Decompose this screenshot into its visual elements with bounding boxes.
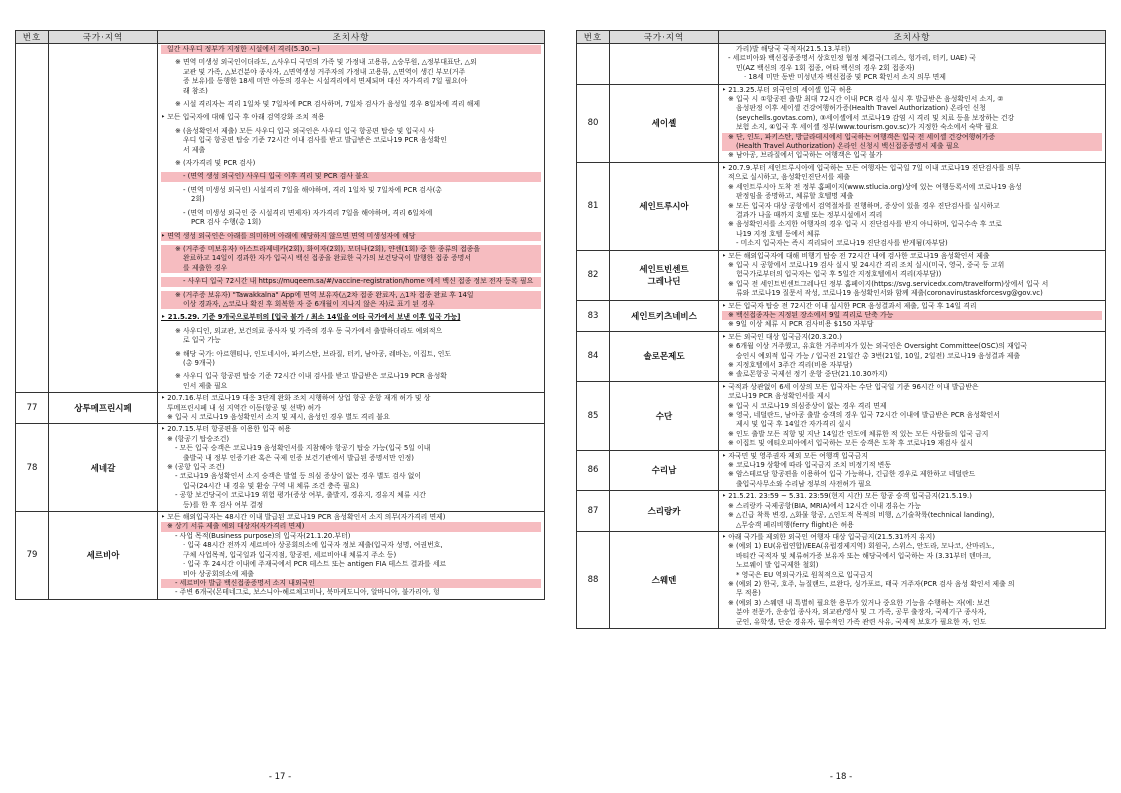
- measure-line: 제시 및 입국 후 14일간 자가격리 실시: [736, 420, 852, 429]
- table-row: [577, 44, 1106, 85]
- measure-line: 등)를 한 후 검사 여부 결정: [183, 500, 264, 509]
- measure-line: ※ 9일 이상 체류 시 PCR 검사비용 $150 자부담: [728, 320, 874, 329]
- measure-line: ※ (예외 3) 스웨덴 내 특별히 필요한 용무가 있거나 중요한 기능을 수행하는 자(예: 보건: [728, 598, 991, 607]
- measure-cell: [719, 381, 1106, 450]
- measure-line: ※ (예외 1) EU(유럽연합)/EEA(유럽경제지역) 회원국, 스위스, 안도라, 모나코, 산마리노,: [728, 542, 995, 551]
- measure-cell: [719, 250, 1106, 300]
- measure-line: 로 입국 가능: [183, 336, 221, 345]
- measure-line: ‣ 21.3.25.부터 외국인의 세이셸 입국 허용: [722, 85, 853, 94]
- measure-line: - 미소지 입국자는 즉시 격리되어 코로나19 진단검사를 받게됨(자부담): [736, 239, 948, 248]
- measure-line: ‣ 20.7.16.부터 코로나19 대응 3단계 완화 조치 시행하여 상업 항공 운항 재개 허가 및 상: [161, 394, 431, 403]
- measure-line: (seychells.govtas.com), ③세이셸에서 코로나19 감염 시 격리 및 치료 등을 보장하는 건강: [736, 113, 1015, 122]
- row-number: 77: [16, 393, 49, 424]
- measure-cell: [719, 44, 1106, 85]
- row-number: 85: [577, 381, 610, 450]
- measure-line: ‣ 20.7.15.부터 항공편을 이용한 입국 허용: [161, 425, 292, 434]
- table-row: [577, 250, 1106, 300]
- measure-line: 인서 제출 필요: [183, 381, 228, 390]
- measure-line: 군인, 유학생, 단순 경유자, 필수적인 가족 관련 사유, 국제적 보호가 필요한 자, 인도: [736, 617, 987, 626]
- measure-line: 음성판정 이후 세이셸 건강여행허가증(Health Travel Authorization) 온라인 신청: [736, 104, 986, 113]
- measure-line: * 영국은 EU 역외국가로 원칙적으로 입국금지: [736, 570, 873, 579]
- measure-line: ‣ 모든 외국인 대상 입국금지(20.3.20.): [722, 332, 842, 341]
- row-number: 87: [577, 491, 610, 532]
- measure-line: ※ 솔로몬항공 국제선 정기 운항 중단(21.10.30까지): [728, 370, 888, 379]
- measure-line: ※ 세인트루시아 도착 전 정부 홈페이지(www.stlucia.org)상에 있는 여행등록서에 코로나19 음성: [728, 182, 1022, 191]
- page-number-right: - 18 -: [829, 772, 853, 782]
- measure-cell: [719, 331, 1106, 381]
- row-number: 81: [577, 162, 610, 250]
- measure-line: 비아 상공회의소에 제출: [183, 569, 254, 578]
- table-row: [16, 393, 545, 424]
- measure-line: ‣ 21.5.29. 기준 9개국으로부터의 [입국 불가 / 최소 14일을 여타 국가에서 보낸 이후 입국 가능]: [161, 313, 461, 322]
- highlighted-line: (Health Travel Authorization) 온라인 신청시 백신접종증명서 제출 필요: [722, 142, 1102, 151]
- measure-line: ‣ 20.7.9.부터 세인트루시아에 입국하는 모든 여행자는 입국일 7일 이내 코로나19 진단검사를 의무: [722, 163, 1021, 172]
- measure-line: ※ 시설 격리자는 격리 1일차 및 7일차에 PCR 검사하며, 7일차 검사가 음성일 경우 8일차에 격리 해제: [175, 100, 481, 109]
- measure-line: ※ 사우디 입국 항공편 탑승 기준 72시간 이내 검사를 받고 발급받은 코로나19 PCR 음성확: [175, 372, 447, 381]
- measure-line: ※ 입국 시 코로나19 음성확인서 소지 및 제시, 음성인 경우 별도 격리 불요: [167, 413, 390, 421]
- row-number: 79: [16, 512, 49, 600]
- measure-line: - (면역 미생성 외국인 중 시설격리 면제자) 자가격리 7일을 해야하며, 격리 6일차에: [183, 208, 433, 217]
- measure-line: 적으로 실시하고, 음성확인진단서를 제출: [728, 173, 850, 182]
- measure-line: ※ 사우디인, 외교관, 보건의료 종사자 및 가족의 경우 동 국가에서 출발하더라도 예외적으: [175, 326, 443, 335]
- measure-line: - 모든 입국 승객은 코로나19 음성확인서를 지참해야 항공기 탑승 가능(입국 5일 이내: [175, 444, 431, 453]
- measure-line: ※ 입국 전 세인트빈센트그레나딘 정부 홈페이지(https://svg.servicedx.com/travelform)상에서 입국 서: [728, 279, 1049, 288]
- table-row: [577, 331, 1106, 381]
- table-row: [577, 300, 1106, 331]
- header-country: 국가·지역: [610, 31, 719, 44]
- measure-line: 서 제출: [183, 145, 206, 154]
- country-name: 세이셸: [610, 84, 719, 162]
- header-no: 번호: [16, 31, 49, 44]
- table-row: [577, 531, 1106, 628]
- row-number: 80: [577, 84, 610, 162]
- highlighted-line: ‣ 면역 생성 외국인은 아래를 의미하며 아래에 해당하지 않으면 면역 미생성자에 해당: [161, 232, 541, 241]
- measure-line: ‣ 모든 입국자에 대해 입국 후 아래 검역강화 조치 적용: [161, 113, 325, 122]
- measure-line: ‣ 모든 해외입국자는 48시간 이내 발급된 코로나19 PCR 음성확인서 소지 의무(자가격리 면제): [161, 513, 446, 522]
- measure-line: ※ (공항 입국 조건): [167, 463, 225, 472]
- table-row: [16, 512, 545, 600]
- measure-line: ※ (항공기 탑승조건): [167, 434, 230, 443]
- table-row: [577, 491, 1106, 532]
- header-country: 국가·지역: [49, 31, 158, 44]
- measure-cell: [158, 393, 545, 424]
- measure-line: 코로나19 PCR 음성확인서를 제시: [728, 392, 831, 401]
- highlighted-line: - 세르비아 발급 백신접종증명서 소지 내외국인: [161, 579, 541, 588]
- highlighted-line: 완료하고 14일이 경과한 자가 입국시 백신 접종을 완료한 국가의 보건당국이 발행한 접종 증명서: [161, 254, 541, 263]
- highlighted-line: 이상 경과자, △코로나 확진 후 회복한 자 중 6개월이 지나지 않은 자)로 표기 된 경우: [161, 300, 541, 309]
- measure-line: · 18세 미만 동반 미성년자 백신접종 및 PCR 확인서 소지 의무 면제: [744, 73, 946, 82]
- measure-line: ※ 지정호텔에서 3주간 격리(비용 자부담): [728, 361, 853, 369]
- measure-line: ※ 면역 미생성 외국인이더라도, △사우디 국민의 가족 및 가정내 고용뮤, △승무원, △정부대표단, △외: [175, 58, 477, 67]
- measure-line: ‣ 자국민 및 영주권자 제외 모든 여행객 입국금지: [722, 451, 868, 460]
- measure-line: 바티칸 국적자 및 체류허가증 보유자 또는 해당국에서 입국하는 자 (3.31부터 덴마크,: [736, 551, 992, 560]
- highlighted-line: ※ (거주증 미보유자) 아스트라제네카(2회), 화이자(2회), 모더나(2회), 얀센(1회) 중 한 종류의 접종을: [161, 245, 541, 254]
- measure-line: ※ (예외 2) 한국, 호주, 뉴질랜드, 르완다, 싱가포르, 태국 거주자(PCR 검사 음성 확인서 제출 의: [728, 579, 1015, 588]
- measure-line: · 입국 48시간 전까지 세르비아 상공회의소에 입국자 정보 제출(입국자 성명, 여권번호,: [183, 541, 443, 550]
- row-number: [16, 44, 49, 393]
- measure-line: 험국가로부터의 입국자는 입국 후 5일간 지정호텔에서 격리(자부담)): [736, 270, 942, 279]
- measure-cell: [719, 84, 1106, 162]
- country-name: [49, 44, 158, 393]
- measure-cell: [158, 424, 545, 512]
- measure-line: 민(AZ 백신의 경우 1회 접종, 여타 백신의 경우 2회 접종자): [736, 63, 915, 72]
- table-row: [16, 424, 545, 512]
- left-page: [15, 30, 545, 600]
- measure-line: △무승객 페리비행(ferry flight)은 허용: [736, 520, 854, 529]
- table-row: [577, 381, 1106, 450]
- right-page: [576, 30, 1106, 629]
- measure-line: ※ 음성확인서를 소지한 여행자의 경우 입국 시 진단검사를 받지 아니하며, 입국수속 후 코로: [728, 220, 1002, 229]
- country-name: 스웨덴: [610, 531, 719, 628]
- country-name: 수리남: [610, 450, 719, 491]
- measure-line: 나19 지정 호텔 등에서 체류: [736, 229, 821, 238]
- measure-line: ‣ 아래 국가를 제외한 외국인 여행자 대상 입국금지(21.5.31까지 유지): [722, 532, 936, 541]
- measure-line: - 주변 6개국(몬테네그로, 보스니아-헤르체고비나, 북마케도니아, 알바니아, 불가리아, 헝: [175, 588, 440, 597]
- row-number: 86: [577, 450, 610, 491]
- measure-line: ※ 해당 국가: 아르헨티나, 인도네시아, 파키스탄, 브라질, 터키, 남아공, 레바논, 이집트, 인도: [175, 349, 452, 358]
- measure-line: 우디 입국 항공편 탑승 기준 72시간 이내 검사를 받고 발급받은 코로나19 PCR 음성확인: [183, 136, 447, 145]
- country-name: 솔로몬제도: [610, 331, 719, 381]
- measure-line: 결과가 나올 때까지 호텔 또는 정부시설에서 격리: [736, 210, 883, 219]
- measure-line: ‣ 국적과 상관없이 6세 이상의 모든 입국자는 수단 입국일 기준 96시간 이내 발급받은: [722, 382, 979, 391]
- measure-line: 투메프린시페 내 섬 지역간 이동(항공 및 선박) 허가: [167, 403, 321, 412]
- table-row: [577, 450, 1106, 491]
- measure-cell: [158, 512, 545, 600]
- highlighted-line: - 사우디 입국 72시간 내 https://muqeem.sa/#/vaccine-registration/home 에서 백신 접종 정보 전자 등록 필요: [161, 277, 541, 286]
- country-name: 스리랑카: [610, 491, 719, 532]
- measure-line: 무 적용): [736, 589, 761, 598]
- measure-line: 증 보유)를 동행한 18세 미만 아동의 경우는 시설격리에서 면제되며 대신 자가격리 7일 필요(아: [183, 77, 468, 86]
- highlighted-line: ※ 상기 서류 제출 예외 대상자(자가격리 면제): [161, 522, 541, 531]
- measure-line: ※ 6개월 이상 거주했고, 유효한 거주비자가 있는 외국인은 Oversight Committee(OSC)의 재입국: [728, 342, 1028, 351]
- country-name: 상투메프린시페: [49, 393, 158, 424]
- measure-line: 입국(24시간 내 경유 및 환승 구역 내 체류 조건 충족 필요): [183, 481, 359, 490]
- country-name: 세인트루시아: [610, 162, 719, 250]
- measure-line: ※ 코로나19 상황에 따라 입국금지 조치 비정기적 변동: [728, 461, 891, 470]
- measure-line: - 코로나19 음성확인서 소지 승객은 발열 등 의심 증상이 없는 경우 별도 검사 없이: [175, 472, 422, 481]
- measure-line: - 공항 보건당국이 코로나19 위험 평가(증상 여부, 출발지, 경유지, 경유지 체류 시간: [175, 491, 426, 500]
- row-number: 82: [577, 250, 610, 300]
- country-name: 세르비아: [49, 512, 158, 600]
- measure-line: - (면역 미생성 외국인) 시설격리 7일을 해야하며, 격리 1일차 및 7일차에 PCR 검사(총: [183, 185, 442, 194]
- measure-line: ※ (자가격리 및 PCR 검사): [175, 159, 256, 168]
- measure-line: - 세르비아와 백신접종증명서 상호인정 협정 체결국(그리스, 헝가리, 터키, UAE) 국: [728, 54, 976, 63]
- measure-line: 교관 및 가족, △보건분야 종사자, △면역생성 거주자의 가정내 고용뮤, △면역이 생긴 부모(거주: [183, 67, 466, 76]
- highlighted-line: 를 제출한 경우: [161, 264, 541, 273]
- highlighted-line: - (면역 생성 외국인) 사우디 입국 이후 격리 및 PCR 검사 불요: [161, 172, 541, 181]
- measure-cell: [719, 531, 1106, 628]
- measure-line: 보험 소지, ④입국 후 세이셸 정부(www.tourism.gov.sc)가 지정한 숙소에서 숙박 필요: [736, 123, 998, 132]
- country-name: 세인트빈센트 그레나딘: [610, 250, 719, 300]
- country-name: 세인트키츠네비스: [610, 300, 719, 331]
- table-row: [577, 162, 1106, 250]
- row-number: [577, 44, 610, 85]
- measure-cell: [719, 300, 1106, 331]
- measures-table-right: [576, 30, 1106, 629]
- header-measure: 조치사항: [158, 31, 545, 44]
- row-number: 78: [16, 424, 49, 512]
- measure-line: 출입국사무소와 수리남 정부의 사전허가 필요: [736, 479, 872, 488]
- measure-line: ※ 이집트 및 에티오피아에서 입국하는 모든 승객은 도착 후 코로나19 재검사 실시: [728, 439, 973, 448]
- highlighted-line: ※ 단, 인도, 파키스탄, 방글라데시에서 입국하는 여행객은 입국 전 세이셸 건강여행허가증: [722, 133, 1102, 142]
- measure-line: ※ 스리랑카 국제공항(BIA, MRIA)에서 12시간 이내 경유는 가능: [728, 501, 921, 510]
- table-row: [577, 84, 1106, 162]
- measure-line: ‣ 모든 해외입국자에 대해 비행기 탑승 전 72시간 내에 검사한 코로나19 음성확인서 제출: [722, 251, 990, 260]
- highlighted-line: ※ 백신접종자는 지정된 장소에서 9일 격리로 단축 가능: [722, 311, 1102, 320]
- measure-line: ※ 입국 시 ①항공편 출발 최대 72시간 이내 PCR 검사 실시 후 발급받은 음성확인서 소지, ②: [728, 95, 1004, 104]
- measure-line: ※ 모든 입국자 대상 공항에서 검역절차를 진행하며, 증상이 있을 경우 진단검사를 실시하고: [728, 201, 1000, 210]
- measure-line: ※ 남아공, 브라질에서 입국하는 여행객은 입국 불가: [728, 151, 883, 160]
- measure-line: 류와 코로나19 질문서 작성, 코로나19 음성확인서와 함께 제출(coronavirustaskforcesvg@gov.vc): [736, 289, 1043, 298]
- row-number: 88: [577, 531, 610, 628]
- measure-line: 출발국 내 정부 인증기관 혹은 국제 인증 보건기관에서 발급된 증명서만 인정): [183, 453, 414, 462]
- measure-line: ※ 입국 시 공항에서 코로나19 검사 실시 및 24시간 격리 조치 실시(미국, 영국, 중국 등 고위: [728, 260, 1005, 269]
- measure-cell: [719, 162, 1106, 250]
- measure-line: 래 참조): [183, 86, 208, 95]
- row-number: 83: [577, 300, 610, 331]
- measure-cell: [719, 450, 1106, 491]
- measure-line: 2회): [191, 195, 205, 204]
- measure-line: 가리)발 해당국 국적자(21.5.13.부터): [736, 45, 851, 53]
- header-no: 번호: [577, 31, 610, 44]
- measure-line: ※ 입국 시 코로나19 의심증상이 없는 경우 격리 면제: [728, 401, 887, 410]
- measure-cell: [158, 44, 545, 393]
- country-name: [610, 44, 719, 85]
- measure-cell: [719, 491, 1106, 532]
- country-name: 수단: [610, 381, 719, 450]
- measure-line: PCR 검사 수행(총 1회): [191, 218, 262, 227]
- table-row: [16, 44, 545, 393]
- row-number: 84: [577, 331, 610, 381]
- measure-line: - 사업 목적(Business purpose)의 입국자(21.1.20.부터): [175, 531, 351, 540]
- measure-line: ※ △긴급 착륙 변경, △화물 항공, △인도적 목적의 비행, △기술착륙(technical landing),: [728, 511, 995, 520]
- highlighted-line: 일간 사우디 정부가 지정한 시설에서 격리(5.30.~): [161, 45, 541, 54]
- page-number-left: - 17 -: [268, 772, 292, 782]
- measure-line: ‣ 모든 입국자 탑승 전 72시간 이내 실시한 PCR 음성결과서 제출, 입국 후 14일 격리: [722, 301, 977, 310]
- measure-line: ※ 암스테르담 항공편을 이용하여 입국 가능하나, 긴급한 경우로 제한하고 네덜란드: [728, 470, 976, 479]
- measure-line: 노르웨이 발 입국제한 철회): [736, 561, 819, 570]
- measure-line: 분야 전문가, 운송업 종사자, 외교관/영사 및 그 가족, 공무 출장자, 국제기구 종사자,: [736, 608, 987, 617]
- measure-line: · 입국 후 24시간 이내에 주재국에서 PCR 테스트 또는 antigen FIA 테스트 결과를 세르: [183, 560, 447, 569]
- measure-line: ※ (음성확인서 제출) 모든 사우디 입국 외국인은 사우디 입국 항공편 탑승 및 입국시 사: [175, 126, 435, 135]
- measure-line: 구체 사업목적, 입국일과 입국지점, 항공편, 세르비아내 체류지 주소 등): [183, 550, 397, 559]
- measures-table-left: [15, 30, 545, 600]
- highlighted-line: ※ (거주증 보유자) "Tawakkalna" App에 면역 보유자(△2차 접종 완료자, △1차 접종 완료 후 14일: [161, 291, 541, 300]
- measure-line: 판정임을 증명하고, 체류할 호텔명 제출: [736, 192, 854, 201]
- measure-line: ‣ 21.5.21. 23:59 ~ 5.31. 23:59(현지 시간) 모든 항공 승객 입국금지(21.5.19.): [722, 492, 972, 501]
- measure-line: 승인시 예외적 입국 가능 / 입국전 21일간 총 3번(21일, 10일, 2일전) 코로나19 음성결과 제출: [736, 351, 1021, 360]
- measure-line: ※ 영국, 네덜란드, 남아공 출발 승객의 경우 입국 72시간 이내에 발급받은 PCR 음성확인서: [728, 411, 1000, 420]
- header-measure: 조치사항: [719, 31, 1106, 44]
- measure-line: ※ 인도 출발 모든 직항 및 지난 14일간 인도에 체류한 적 있는 모든 사람들의 입국 금지: [728, 429, 989, 438]
- country-name: 세네갈: [49, 424, 158, 512]
- measure-line: (총 9개국): [183, 358, 215, 367]
